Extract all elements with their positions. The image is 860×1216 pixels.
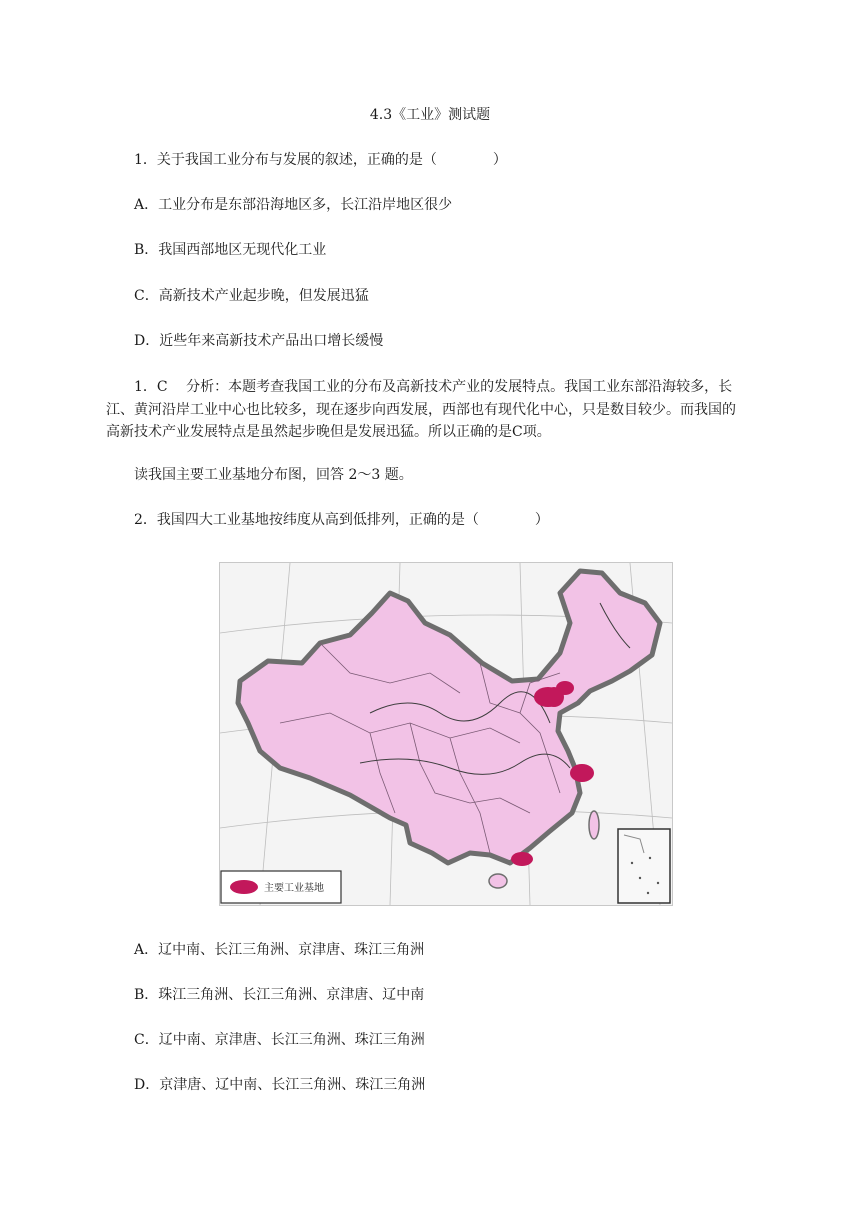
china-industrial-bases-map <box>219 562 673 906</box>
industrial-base-pearl-delta <box>511 852 533 866</box>
page-title: 4.3《工业》测试题 <box>369 107 491 123</box>
question-2-option-d: D．京津唐、辽中南、长江三角洲、珠江三角洲 <box>134 1077 426 1093</box>
legend-label: 主要工业基地 <box>264 883 324 894</box>
question-1-option-a: A．工业分布是东部沿海地区多，长江沿岸地区很少 <box>134 197 453 213</box>
map-legend <box>221 871 341 903</box>
question-2-option-a: A．辽中南、长江三角洲、京津唐、珠江三角洲 <box>134 942 425 958</box>
map-figure <box>220 563 672 905</box>
taiwan-island <box>589 811 599 839</box>
map-intro: 读我国主要工业基地分布图，回答 2～3 题。 <box>134 467 413 483</box>
question-2-option-b: B．珠江三角洲、长江三角洲、京津唐、辽中南 <box>134 987 425 1003</box>
question-1-stem: 1．关于我国工业分布与发展的叙述，正确的是（ ） <box>134 152 507 168</box>
industrial-base-yangtze-delta <box>570 764 594 782</box>
question-1-option-d: D．近些年来高新技术产品出口增长缓慢 <box>134 333 384 349</box>
hainan-island <box>489 874 507 888</box>
question-2-option-c: C．辽中南、京津唐、长江三角洲、珠江三角洲 <box>134 1032 425 1048</box>
question-1-option-c: C．高新技术产业起步晚，但发展迅猛 <box>134 288 369 304</box>
industrial-base-jingjintang <box>544 687 564 707</box>
question-1-option-b: B．我国西部地区无现代化工业 <box>134 242 327 258</box>
south-china-sea-inset <box>618 829 670 903</box>
legend-base-swatch <box>230 880 258 894</box>
answer-1-analysis: 1．C 分析：本题考查我国工业的分布及高新技术产业的发展特点。我国工业东部沿海较多，长江、黄河沿岸工业中心也比较多，现在逐步向西发展，西部也有现代化中心，只是数目较少。而我国的高新技术产业发展特点是虽然起步晚但是发展迅猛。所以正确的是C项。 <box>106 379 736 440</box>
question-2-stem: 2．我国四大工业基地按纬度从高到低排列，正确的是（ ） <box>134 512 549 528</box>
